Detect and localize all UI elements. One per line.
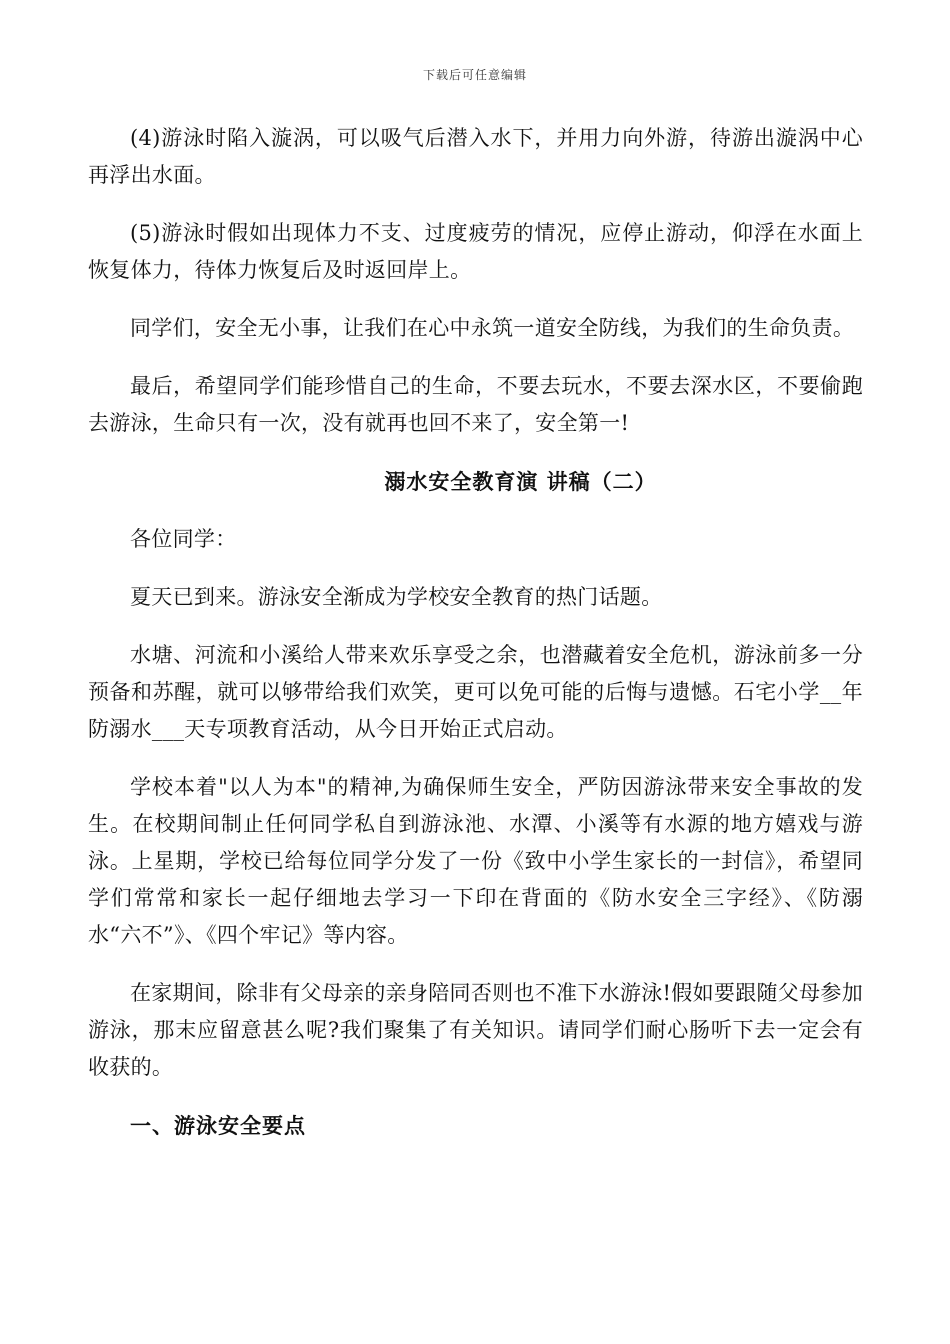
paragraph: 同学们，安全无小事，让我们在心中永筑一道安全防线，为我们的生命负责。 <box>130 316 855 340</box>
document-body <box>88 120 863 1144</box>
subheading: 一、游泳安全要点 <box>130 1113 306 1138</box>
paragraph: (4)游泳时陷入漩涡，可以吸气后潜入水下，并用力向外游，待游出漩涡中心再浮出水面。 <box>88 126 863 187</box>
header-note: 下载后可任意编辑 <box>422 68 527 82</box>
paragraph: (5)游泳时假如出现体力不支、过度疲劳的情况，应停止游动，仰浮在水面上恢复体力，待体力恢复后及时返回岸上。 <box>88 221 863 282</box>
paragraph: 在家期间，除非有父母亲的亲身陪同否则也不准下水游泳!假如要跟随父母参加游泳，那末应留意甚么呢?我们聚集了有关知识。请同学们耐心肠听下去一定会有收获的。 <box>88 981 863 1079</box>
paragraph: 学校本着"以人为本"的精神,为确保师生安全，严防因游泳带来安全事故的发生。在校期间制止任何同学私自到游泳池、水潭、小溪等有水源的地方嬉戏与游泳。上星期，学校已给每位同学分发了一份《致中小学生家长的一封信》，希望同学们常常和家长一起仔细地去学习一下印在背面的《防水安全三字经》、《防溺水“六不”》、《四个牢记》等内容。 <box>88 775 863 947</box>
section-title: 溺水安全教育演 讲稿（二） <box>384 469 657 494</box>
paragraph: 最后，希望同学们能珍惜自己的生命，不要去玩水，不要去深水区，不要偷跑去游泳，生命只有一次，没有就再也回不来了，安全第一! <box>88 374 863 435</box>
paragraph: 水塘、河流和小溪给人带来欢乐享受之余，也潜藏着安全危机，游泳前多一分预备和苏醒，就可以够带给我们欢笑，更可以免可能的后悔与遗憾。石宅小学__年防溺水___天专项教育活动，从今日开始正式启动。 <box>88 643 863 741</box>
paragraph: 夏天已到来。游泳安全渐成为学校安全教育的热门话题。 <box>130 585 663 609</box>
paragraph: 各位同学： <box>130 527 237 551</box>
